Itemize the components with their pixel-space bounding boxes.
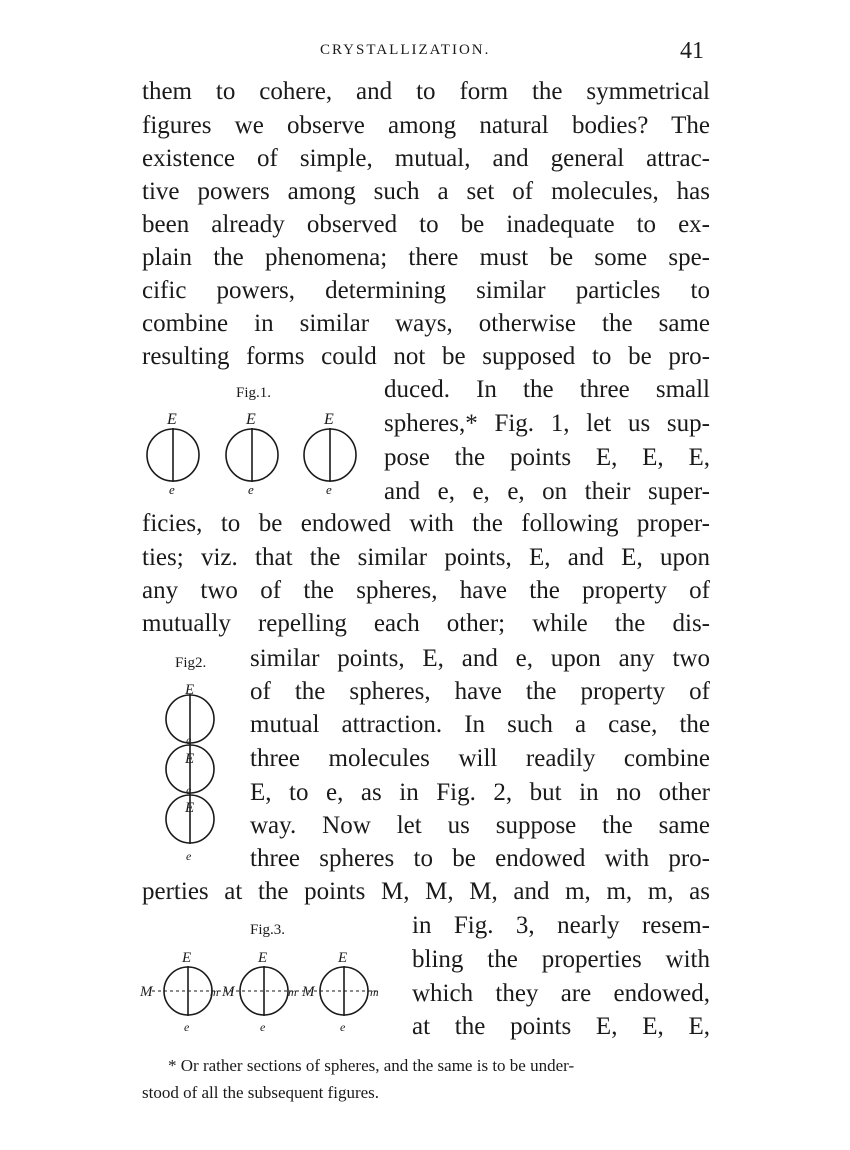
figure-2-stacked-spheres (155, 678, 225, 870)
fig1-label-e: e (169, 482, 175, 496)
body-line: plain the phenomena; there must be some spe- (142, 244, 710, 271)
body-line: at the points E, E, E, (412, 1013, 710, 1040)
body-line: ties; viz. that the similar points, E, and E, upon (142, 544, 710, 571)
figure-3-spheres-row (138, 944, 400, 1036)
body-line: spheres,* Fig. 1, let us sup- (384, 410, 710, 437)
body-line: ficies, to be endowed with the following proper- (142, 510, 710, 537)
footnote-line: * Or rather sections of spheres, and the same is to be under- (168, 1056, 575, 1075)
body-line: three molecules will readily combine (250, 745, 710, 772)
fig3-label-e: e (260, 1020, 266, 1034)
body-line: similar points, E, and e, upon any two (250, 645, 710, 672)
fig3-label-M: M (302, 984, 315, 1000)
body-line: which they are endowed, (412, 980, 710, 1007)
body-line: tive powers among such a set of molecules, has (142, 178, 710, 205)
fig3-label-m: m (210, 985, 219, 999)
body-line: any two of the spheres, have the property of (142, 577, 710, 604)
page-header (0, 38, 850, 68)
body-line: three spheres to be endowed with pro- (250, 845, 710, 872)
body-line: resulting forms could not be supposed to be pro- (142, 343, 710, 370)
page-number: 41 (680, 38, 704, 64)
fig3-label-E: E (258, 950, 268, 966)
fig1-label-E: E (246, 411, 256, 428)
body-line: of the spheres, have the property of (250, 678, 710, 705)
figure-2-caption: Fig2. (175, 655, 207, 671)
fig3-label-e: e (340, 1020, 346, 1034)
body-line: been already observed to be inadequate to ex- (142, 211, 710, 238)
figure-3-caption: Fig.3. (250, 922, 286, 938)
fig2-label-E: E (185, 751, 195, 767)
body-line: mutual attraction. In such a case, the (250, 711, 710, 738)
body-line: mutually repelling each other; while the dis- (142, 610, 710, 637)
body-line: E, to e, as in Fig. 2, but in no other (250, 779, 710, 806)
fig2-label-E: E (185, 682, 195, 698)
body-line: existence of simple, mutual, and general attrac- (142, 145, 710, 172)
body-line: way. Now let us suppose the same (250, 812, 710, 839)
fig1-label-E: E (324, 411, 334, 428)
fig2-label-e: e (186, 783, 192, 797)
body-line: bling the properties with (412, 946, 710, 973)
fig3-label-m: m (288, 985, 297, 999)
running-title: CRYSTALLIZATION. (320, 42, 491, 58)
fig3-label-M: M (222, 984, 235, 1000)
fig3-label-E: E (182, 950, 192, 966)
figure-1-three-spheres (140, 404, 365, 496)
body-line: combine in similar ways, otherwise the same (142, 310, 710, 337)
body-line: duced. In the three small (384, 376, 710, 403)
fig2-label-e: e (186, 733, 192, 747)
body-line: and e, e, e, on their super- (384, 478, 710, 505)
footnote-line: stood of all the subsequent figures. (142, 1083, 380, 1102)
fig2-label-e: e (186, 849, 192, 863)
fig3-label-E: E (338, 950, 348, 966)
body-line: cific powers, determining similar particles to (142, 277, 710, 304)
fig1-label-e: e (326, 482, 332, 496)
fig1-label-E: E (167, 411, 177, 428)
body-line: figures we observe among natural bodies? The (142, 112, 710, 139)
body-line: pose the points E, E, E, (384, 444, 710, 471)
figure-1-caption: Fig.1. (236, 385, 272, 401)
fig3-label-M: M (140, 984, 153, 1000)
fig1-label-e: e (248, 482, 254, 496)
fig3-label-e: e (184, 1020, 190, 1034)
body-line: perties at the points M, M, M, and m, m, m, as (142, 878, 710, 905)
fig2-label-E: E (185, 800, 195, 816)
body-line: them to cohere, and to form the symmetrical (142, 78, 710, 105)
fig3-label-m: m (370, 985, 379, 999)
body-line: in Fig. 3, nearly resem- (412, 912, 710, 939)
